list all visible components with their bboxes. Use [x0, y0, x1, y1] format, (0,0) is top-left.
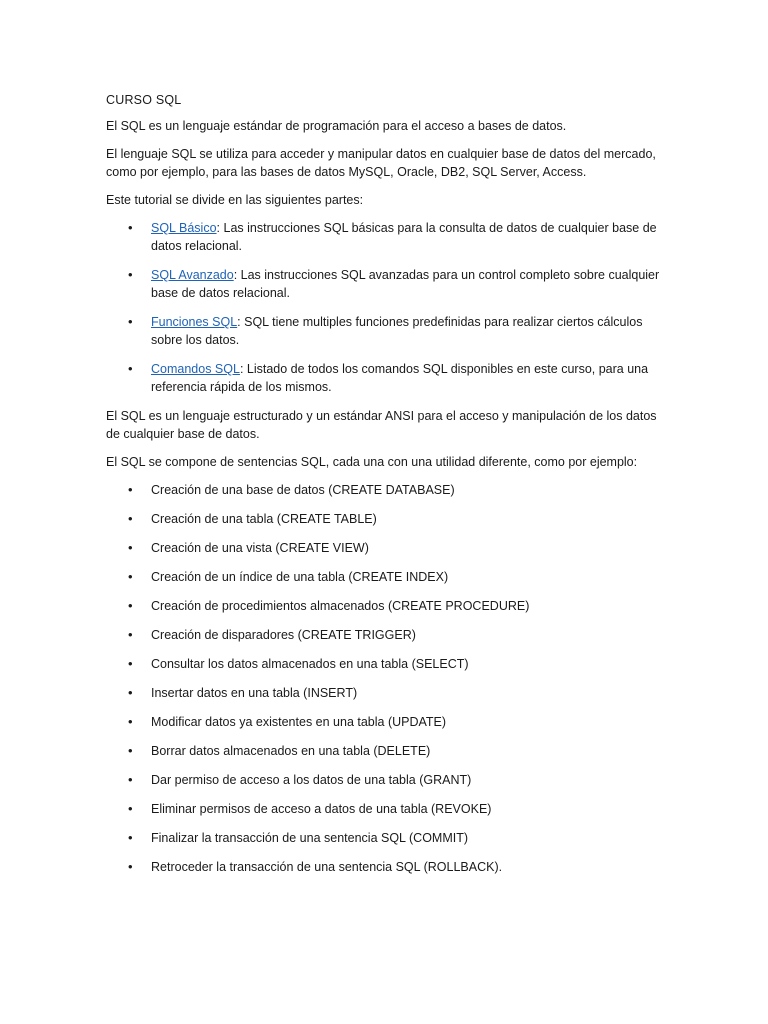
list-item: • Creación de una vista (CREATE VIEW) [106, 539, 666, 557]
list-item: • Consultar los datos almacenados en una tabla (SELECT) [106, 655, 666, 673]
list-item: • Creación de una base de datos (CREATE DATABASE) [106, 481, 666, 499]
list-item: • Insertar datos en una tabla (INSERT) [106, 684, 666, 702]
list-item-sql-avanzado [106, 266, 666, 302]
intro-paragraph-1: El SQL es un lenguaje estándar de programación para el acceso a bases de datos. [106, 119, 567, 133]
page-title: CURSO SQL [106, 93, 182, 107]
middle-paragraph-1: El SQL es un lenguaje estructurado y un estándar ANSI para el acceso y manipulación de los datos de cualquier base de datos. [106, 409, 657, 441]
list-item-text: : SQL tiene multiples funciones predefinidas para realizar ciertos cálculos sobre los datos. [151, 315, 643, 347]
list-item-text: : Las instrucciones SQL básicas para la consulta de datos de cualquier base de datos relacional. [151, 221, 657, 253]
link-funciones-sql[interactable]: Funciones SQL [151, 315, 238, 329]
intro-paragraph-2: El lenguaje SQL se utiliza para acceder y manipular datos en cualquier base de datos del mercado, como por ejemplo, para las bases de datos MySQL, Oracle, DB2, SQL Server, Access. [106, 147, 656, 179]
tutorial-parts-list [106, 219, 666, 396]
sql-commands-list [106, 481, 666, 876]
link-comandos-sql[interactable]: Comandos SQL [151, 362, 240, 376]
list-item-comandos-sql [106, 360, 666, 396]
list-item: • Eliminar permisos de acceso a datos de una tabla (REVOKE) [106, 800, 666, 818]
intro-paragraph-3: Este tutorial se divide en las siguientes partes: [106, 193, 364, 207]
list-item: • Finalizar la transacción de una sentencia SQL (COMMIT) [106, 829, 666, 847]
list-item: • Creación de un índice de una tabla (CREATE INDEX) [106, 568, 666, 586]
list-item-text: : Las instrucciones SQL avanzadas para un control completo sobre cualquier base de datos relacional. [151, 268, 660, 300]
list-item: • Dar permiso de acceso a los datos de una tabla (GRANT) [106, 771, 666, 789]
middle-paragraph-2: El SQL se compone de sentencias SQL, cada una con una utilidad diferente, como por ejemplo: [106, 455, 638, 469]
link-sql-basico[interactable]: SQL Básico [151, 221, 217, 235]
list-item: • Modificar datos ya existentes en una tabla (UPDATE) [106, 713, 666, 731]
document-page [106, 91, 666, 887]
list-item-funciones-sql [106, 313, 666, 349]
list-item-sql-basico [106, 219, 666, 255]
list-item-text: : Listado de todos los comandos SQL disponibles en este curso, para una referencia rápida de los mismos. [151, 362, 649, 394]
list-item: • Creación de una tabla (CREATE TABLE) [106, 510, 666, 528]
list-item: • Retroceder la transacción de una sentencia SQL (ROLLBACK). [106, 858, 666, 876]
link-sql-avanzado[interactable]: SQL Avanzado [151, 268, 234, 282]
list-item: • Creación de disparadores (CREATE TRIGGER) [106, 626, 666, 644]
list-item: • Creación de procedimientos almacenados (CREATE PROCEDURE) [106, 597, 666, 615]
list-item: • Borrar datos almacenados en una tabla (DELETE) [106, 742, 666, 760]
